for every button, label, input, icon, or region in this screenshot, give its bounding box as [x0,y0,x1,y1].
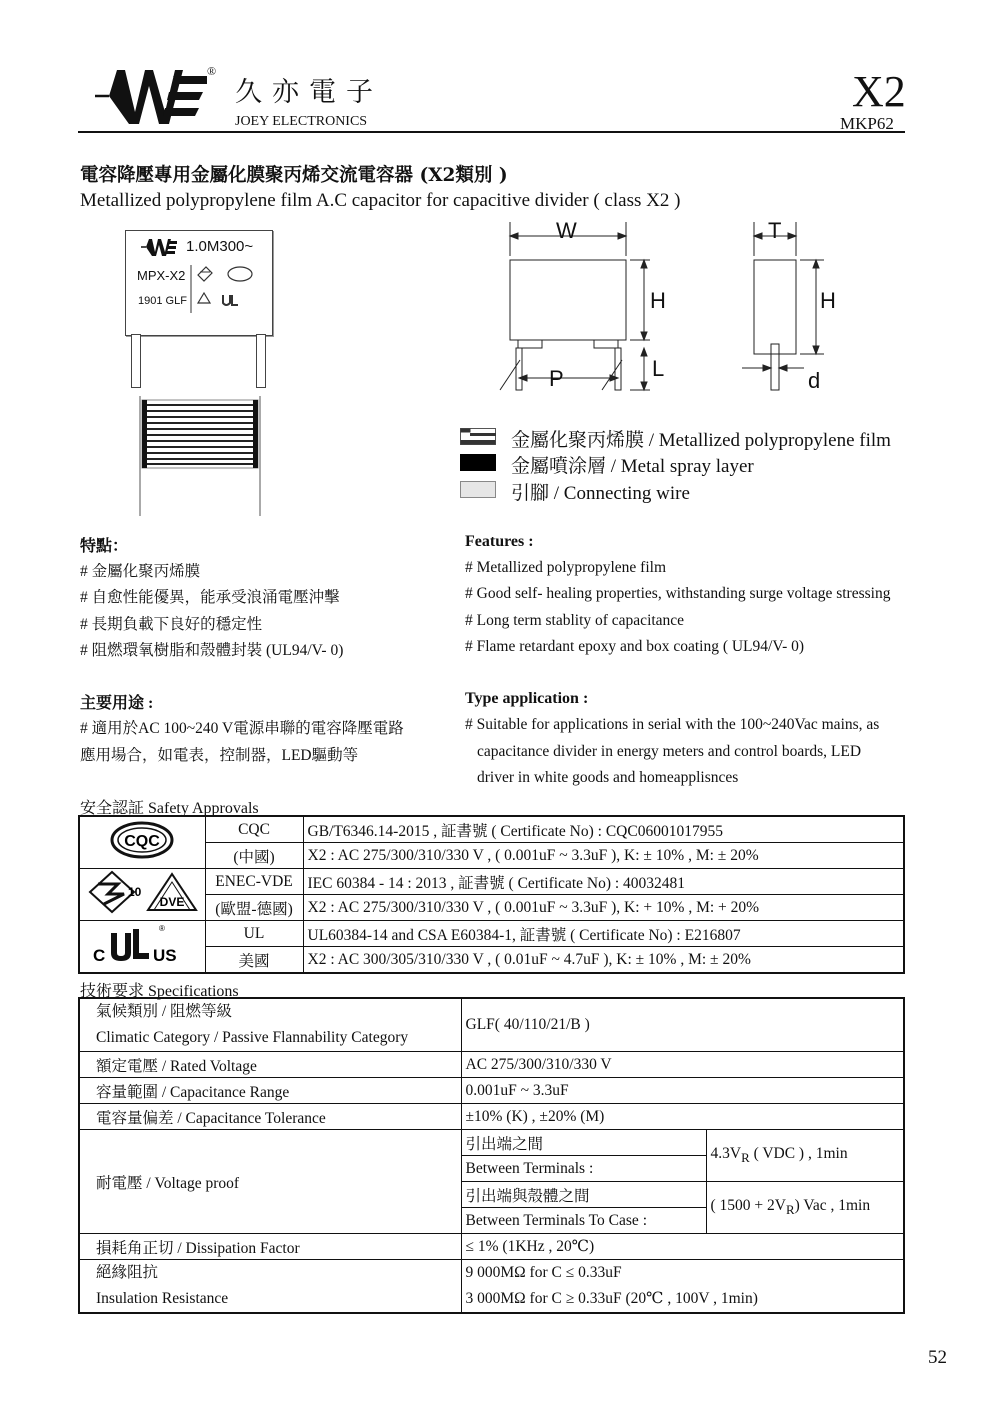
legend-film-text: 金屬化聚丙烯膜 / Metallized polypropylene film [511,430,891,451]
table-row [79,1234,904,1260]
spec-value-capacitance-range: 0.001uF ~ 3.3uF [461,1078,904,1104]
dim-label-d: d [808,368,821,393]
spec-value-climatic: GLF( 40/110/21/B ) [461,998,904,1052]
enec-vde-logo-icon [84,870,200,914]
film-cross-section-icon [130,396,270,516]
vde-logo-text: DVE [159,895,185,909]
ul-logo-icon [87,923,197,965]
safety-region: 美國 [205,947,303,974]
safety-std: CQC [205,816,303,843]
cqc-logo-text: CQC [124,833,161,850]
series-code: MKP62 [840,114,894,133]
features-en-item: # Metallized polypropylene film [465,559,667,576]
dim-label-h: H [650,288,666,313]
spec-vp-bt-value-b: ( VDC ) , 1min [749,1144,848,1162]
spec-label-climatic [79,998,461,1052]
safety-heading: 安全認証 Safety Approvals [80,800,259,817]
safety-range: X2 : AC 275/300/310/330 V , ( 0.001uF ~ 3.3uF ), K: + 10% , M: + 20% [303,895,904,921]
dim-label-l: L [652,356,665,381]
specs-heading: 技術要求 Specifications [80,983,239,1000]
enec-vde-logo-cell [79,869,205,921]
safety-range: X2 : AC 275/300/310/330 V , ( 0.001uF ~ 3.3uF ), K: ± 10% , M: ± 20% [303,843,904,869]
spec-label-voltage-proof: 耐電壓 / Voltage proof [79,1130,461,1234]
model-code: X2 [852,67,906,116]
spec-vp-btc-value [706,1182,904,1234]
application-cn-line: 應用場合，如電表，控制器，LED驅動等 [80,747,359,764]
spec-vp-bt-en: Between Terminals : [461,1156,706,1182]
specifications-table [78,997,905,1314]
capacitor-marking-code: 1901 GLF [138,295,187,307]
table-row [79,1130,904,1156]
dim-label-t: T [768,218,782,243]
spec-vp-bt-cn: 引出端之間 [461,1130,706,1156]
application-en-line: driver in white goods and homeapplisnces [477,769,739,786]
spec-climatic-cn: 氣候類別 / 阻燃等級 [96,1003,233,1020]
spec-label-tolerance: 電容量偏差 / Capacitance Tolerance [79,1104,461,1130]
brand-name-english: JOEY ELECTRONICS [235,114,368,129]
safety-region: (歐盟-德國) [205,895,303,921]
application-en-heading: Type application : [465,690,589,707]
capacitor-marking-value: 1.0M300~ [186,238,254,255]
spec-vp-btc-value-b: ) Vac , 1min [794,1196,871,1214]
spec-vp-bt-value-sub: R [741,1150,750,1166]
features-cn-heading: 特點： [80,538,129,555]
safety-std: ENEC-VDE [205,869,303,895]
spec-insulation-cn: 絕緣阻抗 [96,1264,159,1281]
features-en-item: # Flame retardant epoxy and box coating ( UL94/V- 0) [465,638,805,655]
features-cn-item: # 金屬化聚丙烯膜 [80,563,201,580]
ul-c-text: C [93,946,106,965]
spec-climatic-en: Climatic Category / Passive Flannability Category [96,1029,409,1046]
legend-wire-swatch [460,481,496,498]
dim-label-h2: H [820,288,836,313]
capacitor-lead-left [131,334,141,388]
spec-insulation-value-1: 9 000MΩ for C ≤ 0.33uF [465,1264,622,1281]
spec-label-rated-voltage: 額定電壓 / Rated Voltage [79,1052,461,1078]
table-row [79,1078,904,1104]
cqc-logo-icon [109,820,175,860]
capacitor-lead-right [256,334,266,388]
company-logo [95,66,207,128]
safety-cert: UL60384-14 and CSA E60384-1, 証書號 ( Certificate No) : E216807 [303,921,904,947]
safety-std: UL [205,921,303,947]
table-row [79,1052,904,1078]
registered-mark: ® [207,64,217,78]
features-cn-item: # 阻燃環氧樹脂和殼體封裝 (UL94/V- 0) [80,642,344,659]
legend-wire-text: 引腳 / Connecting wire [511,483,690,504]
capacitor-logo-icon [141,238,177,257]
page-number: 52 [928,1347,947,1368]
safety-cert: GB/T6346.14-2015 , 証書號 ( Certificate No) : CQC06001017955 [303,816,904,843]
safety-cert: IEC 60384 - 14 : 2013 , 証書號 ( Certificate No) : 40032481 [303,869,904,895]
spec-value-insulation [461,1260,904,1314]
capacitor-approval-marks-icon [190,263,262,317]
dim-label-p: P [549,366,564,391]
safety-region: (中國) [205,843,303,869]
spec-insulation-en: Insulation Resistance [96,1290,229,1307]
spec-vp-btc-cn: 引出端與殼體之間 [461,1182,706,1208]
spec-vp-btc-value-sub: R [785,1202,795,1218]
spec-vp-btc-en: Between Terminals To Case : [461,1208,706,1234]
application-en-line: capacitance divider in energy meters and control boards, LED [477,743,862,760]
table-row [79,998,904,1052]
safety-range: X2 : AC 300/305/310/330 V , ( 0.01uF ~ 4.7uF ), K: ± 10% , M: ± 20% [303,947,904,974]
ul-logo-cell [79,921,205,974]
features-en-item: # Good self- healing properties, withstanding surge voltage stressing [465,585,891,602]
features-cn-item: # 自愈性能優異，能承受浪涌電壓沖擊 [80,589,340,606]
header-rule [78,131,905,133]
features-cn-item: # 長期負載下良好的穩定性 [80,616,263,633]
spec-label-dissipation: 損耗角正切 / Dissipation Factor [79,1234,461,1260]
legend-film-swatch [460,428,496,445]
features-en-item: # Long term stablity of capacitance [465,612,685,629]
title-english: Metallized polypropylene film A.C capacitor for capacitive divider ( class X2 ) [80,190,681,211]
legend-metal-spray-text: 金屬噴涂層 / Metal spray layer [511,456,754,477]
safety-approvals-table [78,815,905,974]
brand-name-chinese: 久亦電子 [235,77,383,108]
table-row [79,921,904,947]
spec-label-capacitance-range: 容量範圍 / Capacitance Range [79,1078,461,1104]
spec-value-tolerance: ±10% (K) , ±20% (M) [461,1104,904,1130]
features-en-heading: Features : [465,533,534,550]
svg-text:®: ® [159,924,166,933]
title-chinese: 電容降壓專用金屬化膜聚丙烯交流電容器 (X2類別 ) [80,165,508,186]
table-row [79,1104,904,1130]
spec-value-rated-voltage: AC 275/300/310/330 V [461,1052,904,1078]
application-en-line: # Suitable for applications in serial with the 100~240Vac mains, as [465,716,880,733]
spec-vp-bt-value [706,1130,904,1182]
legend-metal-spray-swatch [460,454,496,471]
capacitor-marking-type: MPX-X2 [137,268,186,283]
application-cn-heading: 主要用途 : [80,695,154,712]
dim-label-w: W [556,218,577,243]
spec-vp-bt-value-a: 4.3V [710,1144,742,1162]
spec-value-dissipation: ≤ 1% (1KHz , 20℃) [461,1234,904,1260]
enec-number-text: 10 [128,885,142,899]
spec-vp-btc-value-a: ( 1500 + 2V [710,1196,786,1214]
table-row [79,869,904,895]
spec-label-insulation [79,1260,461,1314]
spec-insulation-value-2: 3 000MΩ for C ≥ 0.33uF (20℃ , 100V , 1min) [465,1290,758,1307]
ul-us-text: US [153,946,177,965]
cqc-logo-cell [79,816,205,869]
application-cn-line: # 適用於AC 100~240 V電源串聯的電容降壓電路 [80,720,404,737]
table-row [79,816,904,843]
table-row [79,1260,904,1314]
